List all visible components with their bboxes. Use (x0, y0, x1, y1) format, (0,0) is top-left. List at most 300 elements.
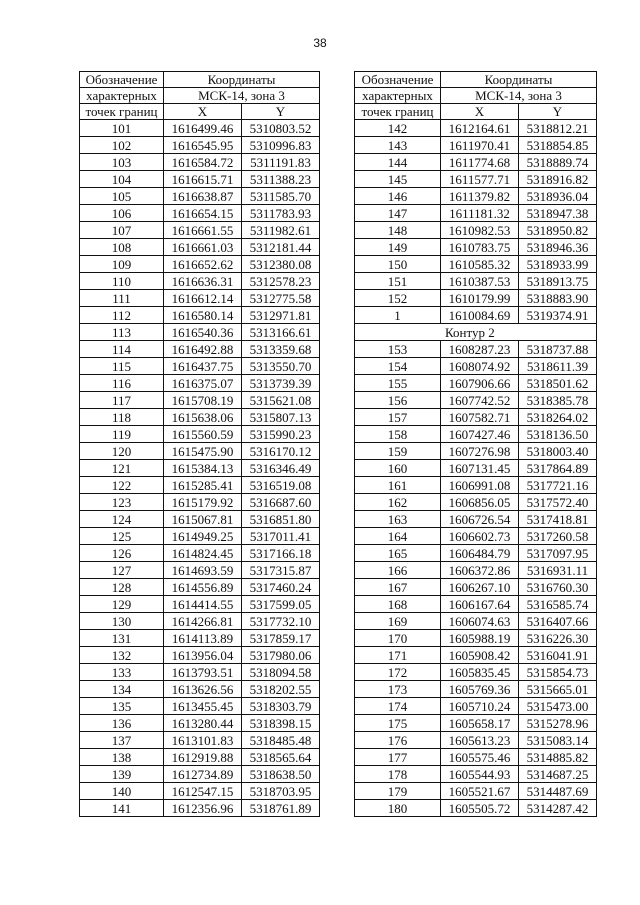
point-id-cell: 138 (80, 749, 164, 766)
x-coordinate-cell: 1612547.15 (164, 783, 242, 800)
header-designation: точек границ (80, 104, 164, 120)
x-coordinate-cell: 1614949.25 (164, 528, 242, 545)
y-coordinate-cell: 5317166.18 (242, 545, 320, 562)
point-id-cell: 159 (355, 443, 441, 460)
point-id-cell: 125 (80, 528, 164, 545)
table-row (80, 409, 320, 426)
table-row (80, 783, 320, 800)
y-coordinate-cell: 5316851.80 (242, 511, 320, 528)
x-coordinate-cell: 1605908.42 (441, 647, 519, 664)
y-coordinate-cell: 5313550.70 (242, 358, 320, 375)
y-coordinate-cell: 5316931.11 (519, 562, 597, 579)
x-coordinate-cell: 1614414.55 (164, 596, 242, 613)
table-row (80, 511, 320, 528)
table-row (80, 698, 320, 715)
table-row (80, 528, 320, 545)
point-id-cell: 151 (355, 273, 441, 290)
y-coordinate-cell: 5310803.52 (242, 120, 320, 137)
table-row (355, 477, 597, 494)
table-row (80, 800, 320, 817)
x-coordinate-cell: 1616580.14 (164, 307, 242, 324)
table-row (80, 137, 320, 154)
contour-row (355, 324, 597, 341)
point-id-cell: 162 (355, 494, 441, 511)
y-coordinate-cell: 5314487.69 (519, 783, 597, 800)
coordinates-table-right (354, 71, 597, 817)
x-coordinate-cell: 1610179.99 (441, 290, 519, 307)
y-coordinate-cell: 5318933.99 (519, 256, 597, 273)
y-coordinate-cell: 5318854.85 (519, 137, 597, 154)
point-id-cell: 102 (80, 137, 164, 154)
point-id-cell: 174 (355, 698, 441, 715)
x-coordinate-cell: 1605575.46 (441, 749, 519, 766)
table-row (80, 562, 320, 579)
x-coordinate-cell: 1605505.72 (441, 800, 519, 817)
y-coordinate-cell: 5318638.50 (242, 766, 320, 783)
point-id-cell: 101 (80, 120, 164, 137)
point-id-cell: 172 (355, 664, 441, 681)
y-coordinate-cell: 5317732.10 (242, 613, 320, 630)
x-coordinate-cell: 1607742.52 (441, 392, 519, 409)
point-id-cell: 161 (355, 477, 441, 494)
y-coordinate-cell: 5318936.04 (519, 188, 597, 205)
point-id-cell: 167 (355, 579, 441, 596)
point-id-cell: 105 (80, 188, 164, 205)
x-coordinate-cell: 1611181.32 (441, 205, 519, 222)
x-coordinate-cell: 1606167.64 (441, 596, 519, 613)
point-id-cell: 115 (80, 358, 164, 375)
table-row (80, 273, 320, 290)
table-row (355, 596, 597, 613)
y-coordinate-cell: 5317599.05 (242, 596, 320, 613)
x-coordinate-cell: 1616636.31 (164, 273, 242, 290)
point-id-cell: 127 (80, 562, 164, 579)
point-id-cell: 106 (80, 205, 164, 222)
header-coordinate-system: МСК-14, зона 3 (164, 88, 320, 104)
x-coordinate-cell: 1611774.68 (441, 154, 519, 171)
table-row (355, 613, 597, 630)
y-coordinate-cell: 5317864.89 (519, 460, 597, 477)
table-row (80, 222, 320, 239)
point-id-cell: 176 (355, 732, 441, 749)
point-id-cell: 1 (355, 307, 441, 324)
table-row (355, 664, 597, 681)
table-row (355, 375, 597, 392)
header-designation: Обозначение (355, 72, 441, 88)
point-id-cell: 123 (80, 494, 164, 511)
table-row (355, 800, 597, 817)
y-coordinate-cell: 5315083.14 (519, 732, 597, 749)
table-row (355, 511, 597, 528)
x-coordinate-cell: 1605613.23 (441, 732, 519, 749)
point-id-cell: 166 (355, 562, 441, 579)
table-row (80, 579, 320, 596)
table-row (355, 273, 597, 290)
x-coordinate-cell: 1606484.79 (441, 545, 519, 562)
table-row (80, 290, 320, 307)
point-id-cell: 107 (80, 222, 164, 239)
table-row (80, 154, 320, 171)
contour-label: Контур 2 (355, 324, 597, 341)
y-coordinate-cell: 5318947.38 (519, 205, 597, 222)
table-row (355, 698, 597, 715)
x-coordinate-cell: 1607906.66 (441, 375, 519, 392)
table-row (80, 749, 320, 766)
point-id-cell: 111 (80, 290, 164, 307)
point-id-cell: 124 (80, 511, 164, 528)
point-id-cell: 110 (80, 273, 164, 290)
table-row (355, 681, 597, 698)
x-coordinate-cell: 1605544.93 (441, 766, 519, 783)
point-id-cell: 153 (355, 341, 441, 358)
point-id-cell: 133 (80, 664, 164, 681)
point-id-cell: 157 (355, 409, 441, 426)
y-coordinate-cell: 5317721.16 (519, 477, 597, 494)
point-id-cell: 109 (80, 256, 164, 273)
point-id-cell: 131 (80, 630, 164, 647)
table-row (355, 494, 597, 511)
point-id-cell: 121 (80, 460, 164, 477)
header-coordinate-system: МСК-14, зона 3 (441, 88, 597, 104)
y-coordinate-cell: 5318950.82 (519, 222, 597, 239)
table-row (80, 239, 320, 256)
x-coordinate-cell: 1610084.69 (441, 307, 519, 324)
x-coordinate-cell: 1613280.44 (164, 715, 242, 732)
y-coordinate-cell: 5317097.95 (519, 545, 597, 562)
point-id-cell: 154 (355, 358, 441, 375)
table-row (355, 749, 597, 766)
x-coordinate-cell: 1605988.19 (441, 630, 519, 647)
x-coordinate-cell: 1607582.71 (441, 409, 519, 426)
x-coordinate-cell: 1614556.89 (164, 579, 242, 596)
point-id-cell: 130 (80, 613, 164, 630)
point-id-cell: 150 (355, 256, 441, 273)
y-coordinate-cell: 5317315.87 (242, 562, 320, 579)
y-coordinate-cell: 5318565.64 (242, 749, 320, 766)
y-coordinate-cell: 5311191.83 (242, 154, 320, 171)
x-coordinate-cell: 1614693.59 (164, 562, 242, 579)
x-coordinate-cell: 1614824.45 (164, 545, 242, 562)
point-id-cell: 145 (355, 171, 441, 188)
x-coordinate-cell: 1606267.10 (441, 579, 519, 596)
x-coordinate-cell: 1613793.51 (164, 664, 242, 681)
y-coordinate-cell: 5315278.96 (519, 715, 597, 732)
x-coordinate-cell: 1607131.45 (441, 460, 519, 477)
point-id-cell: 103 (80, 154, 164, 171)
point-id-cell: 129 (80, 596, 164, 613)
point-id-cell: 164 (355, 528, 441, 545)
y-coordinate-cell: 5316585.74 (519, 596, 597, 613)
point-id-cell: 136 (80, 715, 164, 732)
y-coordinate-cell: 5319374.91 (519, 307, 597, 324)
x-coordinate-cell: 1616661.03 (164, 239, 242, 256)
header-designation: характерных (80, 88, 164, 104)
y-coordinate-cell: 5318385.78 (519, 392, 597, 409)
table-row (355, 528, 597, 545)
y-coordinate-cell: 5317260.58 (519, 528, 597, 545)
table-row (355, 205, 597, 222)
y-coordinate-cell: 5313739.39 (242, 375, 320, 392)
table-row (80, 324, 320, 341)
table-row (355, 222, 597, 239)
point-id-cell: 108 (80, 239, 164, 256)
y-coordinate-cell: 5311982.61 (242, 222, 320, 239)
table-row (80, 307, 320, 324)
y-coordinate-cell: 5315665.01 (519, 681, 597, 698)
table-row (355, 239, 597, 256)
point-id-cell: 178 (355, 766, 441, 783)
table-row (80, 681, 320, 698)
table-row (80, 613, 320, 630)
x-coordinate-cell: 1616638.87 (164, 188, 242, 205)
point-id-cell: 168 (355, 596, 441, 613)
y-coordinate-cell: 5312380.08 (242, 256, 320, 273)
point-id-cell: 171 (355, 647, 441, 664)
x-coordinate-cell: 1606856.05 (441, 494, 519, 511)
table-row (80, 477, 320, 494)
table-row (355, 307, 597, 324)
y-coordinate-cell: 5318889.74 (519, 154, 597, 171)
table-row (355, 290, 597, 307)
point-id-cell: 118 (80, 409, 164, 426)
coordinates-table-left (79, 71, 320, 817)
point-id-cell: 144 (355, 154, 441, 171)
y-coordinate-cell: 5318611.39 (519, 358, 597, 375)
point-id-cell: 147 (355, 205, 441, 222)
point-id-cell: 120 (80, 443, 164, 460)
table-row (80, 205, 320, 222)
y-coordinate-cell: 5315854.73 (519, 664, 597, 681)
y-coordinate-cell: 5318003.40 (519, 443, 597, 460)
x-coordinate-cell: 1614113.89 (164, 630, 242, 647)
point-id-cell: 139 (80, 766, 164, 783)
y-coordinate-cell: 5316519.08 (242, 477, 320, 494)
table-row (355, 171, 597, 188)
table-row (80, 171, 320, 188)
x-coordinate-cell: 1613455.45 (164, 698, 242, 715)
table-row (80, 341, 320, 358)
table-row (80, 494, 320, 511)
y-coordinate-cell: 5318485.48 (242, 732, 320, 749)
x-coordinate-cell: 1606991.08 (441, 477, 519, 494)
point-id-cell: 163 (355, 511, 441, 528)
y-coordinate-cell: 5314687.25 (519, 766, 597, 783)
point-id-cell: 128 (80, 579, 164, 596)
y-coordinate-cell: 5316760.30 (519, 579, 597, 596)
x-coordinate-cell: 1606602.73 (441, 528, 519, 545)
y-coordinate-cell: 5311585.70 (242, 188, 320, 205)
x-coordinate-cell: 1611970.41 (441, 137, 519, 154)
y-coordinate-cell: 5318946.36 (519, 239, 597, 256)
header-coordinates: Координаты (441, 72, 597, 88)
table-row (80, 630, 320, 647)
point-id-cell: 155 (355, 375, 441, 392)
y-coordinate-cell: 5317011.41 (242, 528, 320, 545)
x-coordinate-cell: 1613956.04 (164, 647, 242, 664)
table-row (80, 256, 320, 273)
table-row (80, 664, 320, 681)
point-id-cell: 173 (355, 681, 441, 698)
point-id-cell: 117 (80, 392, 164, 409)
y-coordinate-cell: 5314287.42 (519, 800, 597, 817)
table-row (355, 341, 597, 358)
table-row (80, 545, 320, 562)
point-id-cell: 177 (355, 749, 441, 766)
y-coordinate-cell: 5317859.17 (242, 630, 320, 647)
x-coordinate-cell: 1611577.71 (441, 171, 519, 188)
table-row (80, 188, 320, 205)
y-coordinate-cell: 5315621.08 (242, 392, 320, 409)
x-coordinate-cell: 1615475.90 (164, 443, 242, 460)
y-coordinate-cell: 5316226.30 (519, 630, 597, 647)
point-id-cell: 146 (355, 188, 441, 205)
x-coordinate-cell: 1615067.81 (164, 511, 242, 528)
table-row (355, 647, 597, 664)
y-coordinate-cell: 5318501.62 (519, 375, 597, 392)
x-coordinate-cell: 1605521.67 (441, 783, 519, 800)
point-id-cell: 160 (355, 460, 441, 477)
y-coordinate-cell: 5313166.61 (242, 324, 320, 341)
x-coordinate-cell: 1606372.86 (441, 562, 519, 579)
point-id-cell: 152 (355, 290, 441, 307)
page-number: 38 (313, 36, 327, 50)
point-id-cell: 142 (355, 120, 441, 137)
table-row (355, 715, 597, 732)
header-x: X (164, 104, 242, 120)
y-coordinate-cell: 5318916.82 (519, 171, 597, 188)
table-row (80, 392, 320, 409)
x-coordinate-cell: 1614266.81 (164, 613, 242, 630)
y-coordinate-cell: 5317980.06 (242, 647, 320, 664)
point-id-cell: 165 (355, 545, 441, 562)
table-row (80, 596, 320, 613)
point-id-cell: 119 (80, 426, 164, 443)
y-coordinate-cell: 5318913.75 (519, 273, 597, 290)
table-row (355, 409, 597, 426)
y-coordinate-cell: 5317418.81 (519, 511, 597, 528)
point-id-cell: 149 (355, 239, 441, 256)
table-row (355, 460, 597, 477)
point-id-cell: 141 (80, 800, 164, 817)
y-coordinate-cell: 5318883.90 (519, 290, 597, 307)
y-coordinate-cell: 5316346.49 (242, 460, 320, 477)
point-id-cell: 135 (80, 698, 164, 715)
x-coordinate-cell: 1605769.36 (441, 681, 519, 698)
y-coordinate-cell: 5314885.82 (519, 749, 597, 766)
x-coordinate-cell: 1616652.62 (164, 256, 242, 273)
table-row (355, 188, 597, 205)
x-coordinate-cell: 1606726.54 (441, 511, 519, 528)
header-y: Y (242, 104, 320, 120)
point-id-cell: 112 (80, 307, 164, 324)
table-row (80, 766, 320, 783)
point-id-cell: 114 (80, 341, 164, 358)
table-row (355, 154, 597, 171)
point-id-cell: 122 (80, 477, 164, 494)
table-row (355, 545, 597, 562)
y-coordinate-cell: 5318703.95 (242, 783, 320, 800)
y-coordinate-cell: 5312181.44 (242, 239, 320, 256)
y-coordinate-cell: 5318264.02 (519, 409, 597, 426)
table-row (355, 120, 597, 137)
x-coordinate-cell: 1615285.41 (164, 477, 242, 494)
y-coordinate-cell: 5312775.58 (242, 290, 320, 307)
x-coordinate-cell: 1605710.24 (441, 698, 519, 715)
y-coordinate-cell: 5315473.00 (519, 698, 597, 715)
point-id-cell: 113 (80, 324, 164, 341)
x-coordinate-cell: 1610585.32 (441, 256, 519, 273)
x-coordinate-cell: 1612919.88 (164, 749, 242, 766)
y-coordinate-cell: 5318812.21 (519, 120, 597, 137)
table-row (80, 715, 320, 732)
x-coordinate-cell: 1616375.07 (164, 375, 242, 392)
x-coordinate-cell: 1607276.98 (441, 443, 519, 460)
y-coordinate-cell: 5311388.23 (242, 171, 320, 188)
x-coordinate-cell: 1615384.13 (164, 460, 242, 477)
y-coordinate-cell: 5312971.81 (242, 307, 320, 324)
x-coordinate-cell: 1607427.46 (441, 426, 519, 443)
x-coordinate-cell: 1605658.17 (441, 715, 519, 732)
x-coordinate-cell: 1616584.72 (164, 154, 242, 171)
point-id-cell: 132 (80, 647, 164, 664)
point-id-cell: 169 (355, 613, 441, 630)
x-coordinate-cell: 1605835.45 (441, 664, 519, 681)
table-row (355, 137, 597, 154)
header-designation: точек границ (355, 104, 441, 120)
table-row (355, 630, 597, 647)
y-coordinate-cell: 5312578.23 (242, 273, 320, 290)
table-row (80, 443, 320, 460)
x-coordinate-cell: 1616492.88 (164, 341, 242, 358)
table-row (355, 358, 597, 375)
table-row (80, 732, 320, 749)
x-coordinate-cell: 1610783.75 (441, 239, 519, 256)
table-row (355, 783, 597, 800)
y-coordinate-cell: 5318761.89 (242, 800, 320, 817)
point-id-cell: 148 (355, 222, 441, 239)
x-coordinate-cell: 1615638.06 (164, 409, 242, 426)
header-coordinates: Координаты (164, 72, 320, 88)
y-coordinate-cell: 5316041.91 (519, 647, 597, 664)
y-coordinate-cell: 5313359.68 (242, 341, 320, 358)
table-row (80, 358, 320, 375)
table-row (80, 120, 320, 137)
table-row (355, 732, 597, 749)
point-id-cell: 137 (80, 732, 164, 749)
point-id-cell: 104 (80, 171, 164, 188)
x-coordinate-cell: 1612734.89 (164, 766, 242, 783)
point-id-cell: 134 (80, 681, 164, 698)
y-coordinate-cell: 5318303.79 (242, 698, 320, 715)
header-designation: характерных (355, 88, 441, 104)
table-row (355, 426, 597, 443)
x-coordinate-cell: 1610387.53 (441, 273, 519, 290)
x-coordinate-cell: 1616499.46 (164, 120, 242, 137)
y-coordinate-cell: 5316407.66 (519, 613, 597, 630)
table-row (355, 579, 597, 596)
header-y: Y (519, 104, 597, 120)
y-coordinate-cell: 5318737.88 (519, 341, 597, 358)
x-coordinate-cell: 1615708.19 (164, 392, 242, 409)
y-coordinate-cell: 5317460.24 (242, 579, 320, 596)
table-row (355, 443, 597, 460)
point-id-cell: 175 (355, 715, 441, 732)
y-coordinate-cell: 5317572.40 (519, 494, 597, 511)
x-coordinate-cell: 1608074.92 (441, 358, 519, 375)
y-coordinate-cell: 5318136.50 (519, 426, 597, 443)
header-designation: Обозначение (80, 72, 164, 88)
table-row (355, 562, 597, 579)
